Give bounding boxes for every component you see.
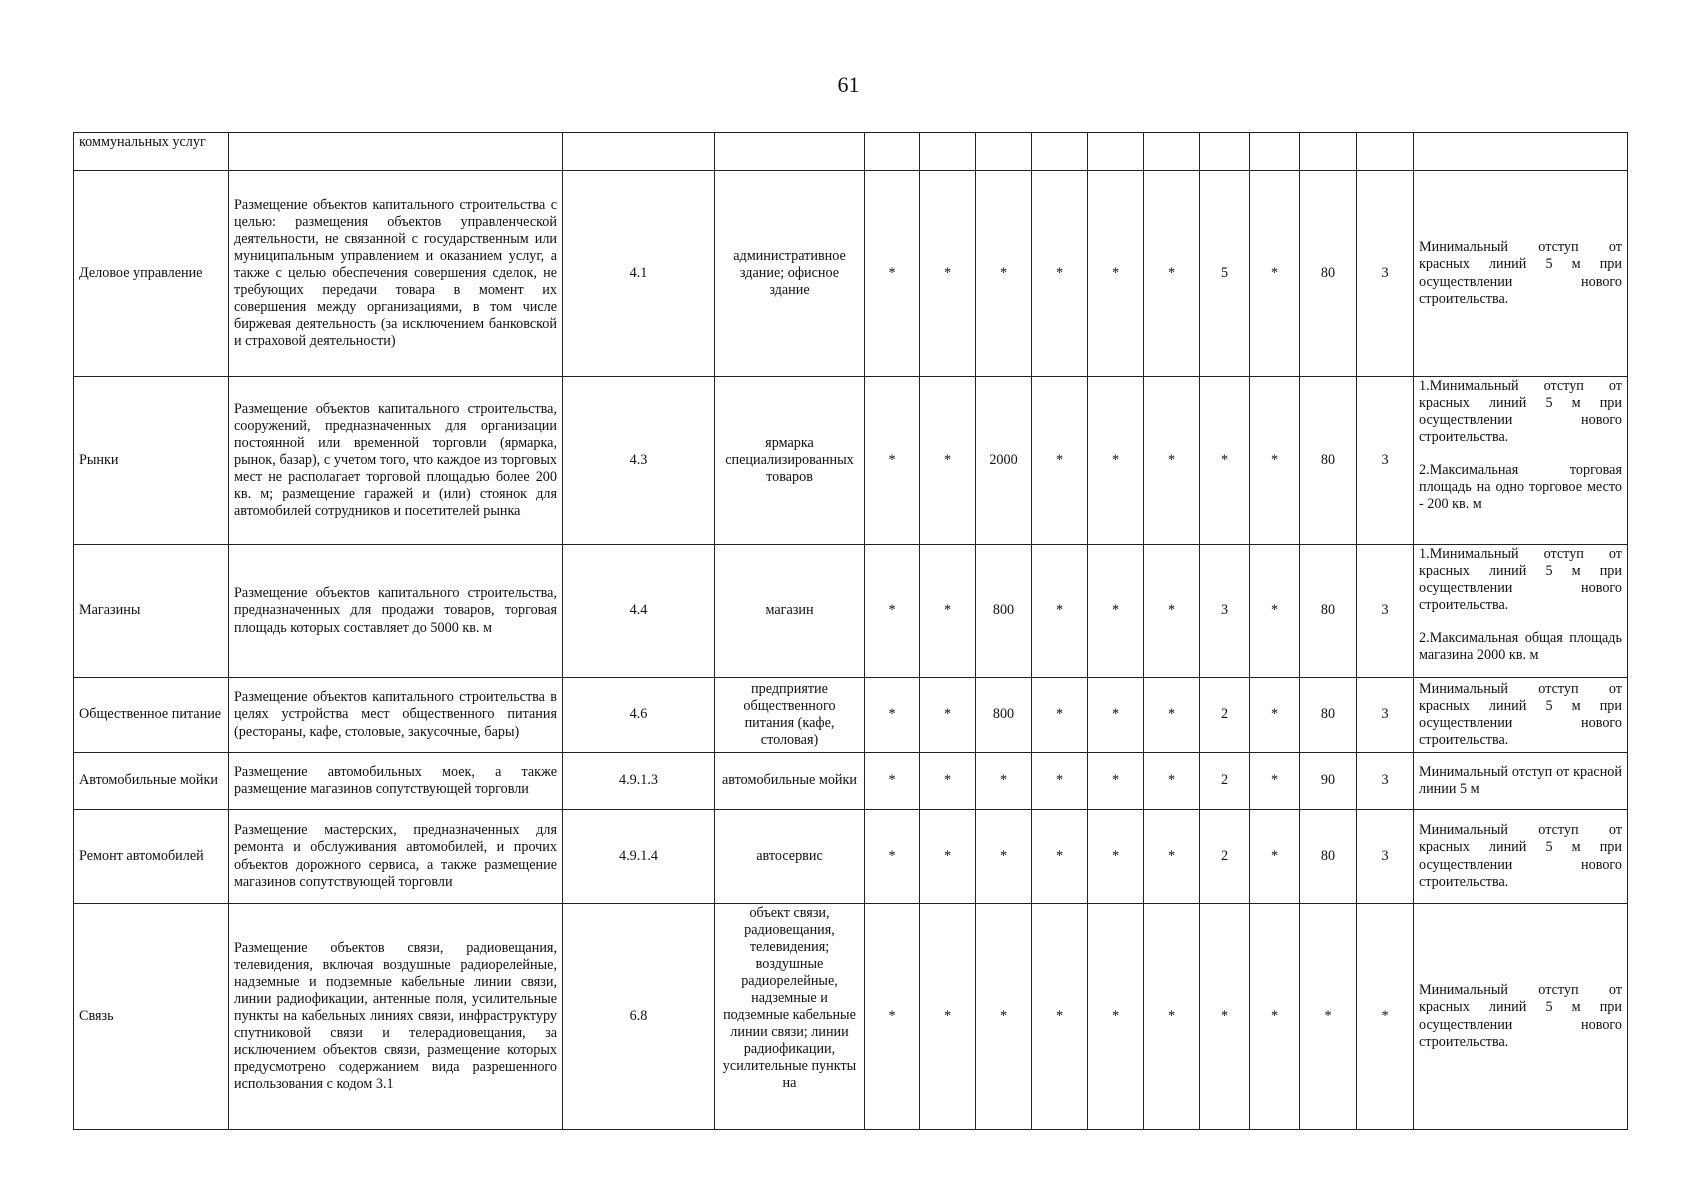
table-row — [74, 171, 1628, 377]
parameter-cell — [1144, 133, 1200, 171]
parameter-cell: * — [1144, 171, 1200, 377]
parameter-cell: * — [976, 753, 1032, 810]
parameter-cell: * — [976, 810, 1032, 904]
use-name-cell: Деловое управление — [74, 171, 229, 377]
parameter-cell: * — [920, 904, 976, 1130]
parameter-cell: * — [920, 810, 976, 904]
parameter-cell: 3 — [1357, 545, 1414, 678]
use-name-cell: Ремонт автомобилей — [74, 810, 229, 904]
parameter-cell: * — [976, 171, 1032, 377]
note-paragraph: 2.Максимальная торговая площадь на одно торговое место - 200 кв. м — [1419, 462, 1622, 513]
object-cell: автосервис — [715, 810, 865, 904]
note-paragraph: 1.Минимальный отступ от красных линий 5 м при осуществлении нового строительства. — [1419, 546, 1622, 614]
description-cell: Размещение объектов капитального строительства, предназначенных для продажи товаров, торговая площадь которых составляет до 5000 кв. м — [229, 545, 563, 678]
object-cell: административное здание; офисное здание — [715, 171, 865, 377]
parameter-cell — [1300, 133, 1357, 171]
notes-cell — [1414, 133, 1628, 171]
parameter-cell: * — [1200, 904, 1250, 1130]
parameter-cell: 80 — [1300, 678, 1357, 753]
code-cell: 6.8 — [563, 904, 715, 1130]
description-cell: Размещение объектов капитального строительства, сооружений, предназначенных для организации постоянной или временной торговли (ярмарка, рынок, базар), с учетом того, что каждое из торговых мест не располагает торговой площадью более 200 кв. м; размещение гаражей и (или) стоянок для автомобилей сотрудников и посетителей рынка — [229, 377, 563, 545]
parameter-cell: 2 — [1200, 678, 1250, 753]
parameter-cell: * — [1032, 753, 1088, 810]
parameter-cell — [1357, 133, 1414, 171]
description-cell — [229, 133, 563, 171]
use-name-cell: Связь — [74, 904, 229, 1130]
parameter-cell — [1200, 133, 1250, 171]
note-paragraph: Минимальный отступ от красных линий 5 м при осуществлении нового строительства. — [1419, 822, 1622, 890]
parameter-cell: * — [920, 171, 976, 377]
parameter-cell: * — [1088, 810, 1144, 904]
parameter-cell: 80 — [1300, 545, 1357, 678]
code-cell — [563, 133, 715, 171]
note-paragraph: Минимальный отступ от красных линий 5 м при осуществлении нового строительства. — [1419, 239, 1622, 307]
description-cell: Размещение объектов связи, радиовещания, телевидения, включая воздушные радиорелейные, надземные и подземные кабельные линии связи, линии радиофикации, антенные поля, усилительные пункты на кабельных линиях связи, инфраструктуру спутниковой связи и телерадиовещания, за исключением объектов связи, размещение которых предусмотрено содержанием вида разрешенного использования с кодом 3.1 — [229, 904, 563, 1130]
object-cell: магазин — [715, 545, 865, 678]
notes-cell — [1414, 545, 1628, 678]
notes-cell — [1414, 171, 1628, 377]
parameter-cell: * — [1144, 753, 1200, 810]
parameter-cell: * — [1144, 545, 1200, 678]
parameter-cell: * — [1032, 678, 1088, 753]
parameter-cell: 3 — [1357, 171, 1414, 377]
code-cell: 4.3 — [563, 377, 715, 545]
object-cell: автомобильные мойки — [715, 753, 865, 810]
parameter-cell — [865, 133, 920, 171]
object-cell: объект связи, радиовещания, телевидения; воздушные радиорелейные, надземные и подземные кабельные линии связи; линии радиофикации, усилительные пункты на — [715, 904, 865, 1130]
parameter-cell: * — [1088, 904, 1144, 1130]
description-cell: Размещение мастерских, предназначенных для ремонта и обслуживания автомобилей, и прочих объектов дорожного сервиса, а также размещение магазинов сопутствующей торговли — [229, 810, 563, 904]
use-name-cell: Магазины — [74, 545, 229, 678]
parameter-cell — [1088, 133, 1144, 171]
code-cell: 4.9.1.3 — [563, 753, 715, 810]
notes-cell — [1414, 377, 1628, 545]
parameter-cell — [976, 133, 1032, 171]
note-paragraph: Минимальный отступ от красных линий 5 м при осуществлении нового строительства. — [1419, 982, 1622, 1050]
parameter-cell: * — [1088, 377, 1144, 545]
parameter-cell — [1032, 133, 1088, 171]
parameter-cell: * — [1250, 377, 1300, 545]
parameter-cell: 2 — [1200, 753, 1250, 810]
parameter-cell: 5 — [1200, 171, 1250, 377]
parameter-cell: * — [920, 377, 976, 545]
table-row — [74, 133, 1628, 171]
parameter-cell: 80 — [1300, 810, 1357, 904]
parameter-cell: * — [1250, 753, 1300, 810]
parameter-cell: * — [1144, 904, 1200, 1130]
parameter-cell: * — [1088, 171, 1144, 377]
description-cell: Размещение автомобильных моек, а также размещение магазинов сопутствующей торговли — [229, 753, 563, 810]
parameter-cell: 90 — [1300, 753, 1357, 810]
parameter-cell: * — [865, 753, 920, 810]
object-cell: ярмарка специализированных товаров — [715, 377, 865, 545]
parameter-cell: * — [1200, 377, 1250, 545]
parameter-cell: * — [1300, 904, 1357, 1130]
parameter-cell: * — [865, 904, 920, 1130]
parameter-cell: * — [865, 810, 920, 904]
note-paragraph: Минимальный отступ от красных линий 5 м при осуществлении нового строительства. — [1419, 680, 1622, 749]
parameter-cell: 3 — [1357, 753, 1414, 810]
code-cell: 4.1 — [563, 171, 715, 377]
parameter-cell: * — [1250, 171, 1300, 377]
parameter-cell: * — [1032, 810, 1088, 904]
parameter-cell: * — [1357, 904, 1414, 1130]
parameter-cell: * — [1250, 545, 1300, 678]
parameter-cell: * — [976, 904, 1032, 1130]
use-name-cell: Рынки — [74, 377, 229, 545]
parameter-cell: 2 — [1200, 810, 1250, 904]
table-row — [74, 377, 1628, 545]
object-cell: предприятие общественного питания (кафе, столовая) — [715, 678, 865, 753]
description-cell: Размещение объектов капитального строительства в целях устройства мест общественного питания (рестораны, кафе, столовые, закусочные, бары) — [229, 678, 563, 753]
parameter-cell — [1250, 133, 1300, 171]
note-paragraph: 2.Максимальная общая площадь магазина 2000 кв. м — [1419, 630, 1622, 664]
parameter-cell: 3 — [1357, 377, 1414, 545]
parameter-cell: * — [1144, 810, 1200, 904]
parameter-cell: * — [1250, 810, 1300, 904]
code-cell: 4.4 — [563, 545, 715, 678]
notes-cell — [1414, 678, 1628, 753]
parameter-cell: * — [865, 377, 920, 545]
notes-cell — [1414, 753, 1628, 810]
use-name-cell: Автомобильные мойки — [74, 753, 229, 810]
notes-cell — [1414, 904, 1628, 1130]
table-row — [74, 810, 1628, 904]
page-number: 61 — [837, 72, 860, 97]
code-cell: 4.6 — [563, 678, 715, 753]
table-row — [74, 753, 1628, 810]
parameter-cell: * — [865, 171, 920, 377]
parameter-cell: * — [920, 753, 976, 810]
parameter-cell: 3 — [1357, 678, 1414, 753]
notes-cell — [1414, 810, 1628, 904]
parameter-cell: * — [1032, 377, 1088, 545]
description-cell: Размещение объектов капитального строительства с целью: размещения объектов управленческой деятельности, не связанной с государственным или муниципальным управлением и оказанием услуг, а также с целью обеспечения совершения сделок, не требующих передачи товара в момент их совершения между организациями, в том числе биржевая деятельность (за исключением банковской и страховой деятельности) — [229, 171, 563, 377]
parameter-cell: 800 — [976, 545, 1032, 678]
parameter-cell: 2000 — [976, 377, 1032, 545]
land-use-table — [73, 132, 1628, 1130]
parameter-cell: 800 — [976, 678, 1032, 753]
parameter-cell: * — [1088, 678, 1144, 753]
parameter-cell: 80 — [1300, 377, 1357, 545]
table-row — [74, 904, 1628, 1130]
use-name-cell: Общественное питание — [74, 678, 229, 753]
parameter-cell: * — [1032, 545, 1088, 678]
parameter-cell: * — [920, 678, 976, 753]
note-paragraph: 1.Минимальный отступ от красных линий 5 м при осуществлении нового строительства. — [1419, 378, 1622, 446]
table-row — [74, 545, 1628, 678]
code-cell: 4.9.1.4 — [563, 810, 715, 904]
parameter-cell: * — [1144, 678, 1200, 753]
parameter-cell: * — [1088, 753, 1144, 810]
object-cell — [715, 133, 865, 171]
parameter-cell: 3 — [1200, 545, 1250, 678]
parameter-cell: * — [865, 545, 920, 678]
parameter-cell: * — [920, 545, 976, 678]
parameter-cell: * — [1250, 904, 1300, 1130]
parameter-cell: 80 — [1300, 171, 1357, 377]
parameter-cell: 3 — [1357, 810, 1414, 904]
use-name-cell: коммунальных услуг — [74, 133, 229, 171]
parameter-cell: * — [1032, 904, 1088, 1130]
parameter-cell: * — [1088, 545, 1144, 678]
note-paragraph: Минимальный отступ от красной линии 5 м — [1419, 763, 1622, 797]
parameter-cell: * — [1144, 377, 1200, 545]
parameter-cell — [920, 133, 976, 171]
parameter-cell: * — [1032, 171, 1088, 377]
parameter-cell: * — [1250, 678, 1300, 753]
table-row — [74, 678, 1628, 753]
parameter-cell: * — [865, 678, 920, 753]
